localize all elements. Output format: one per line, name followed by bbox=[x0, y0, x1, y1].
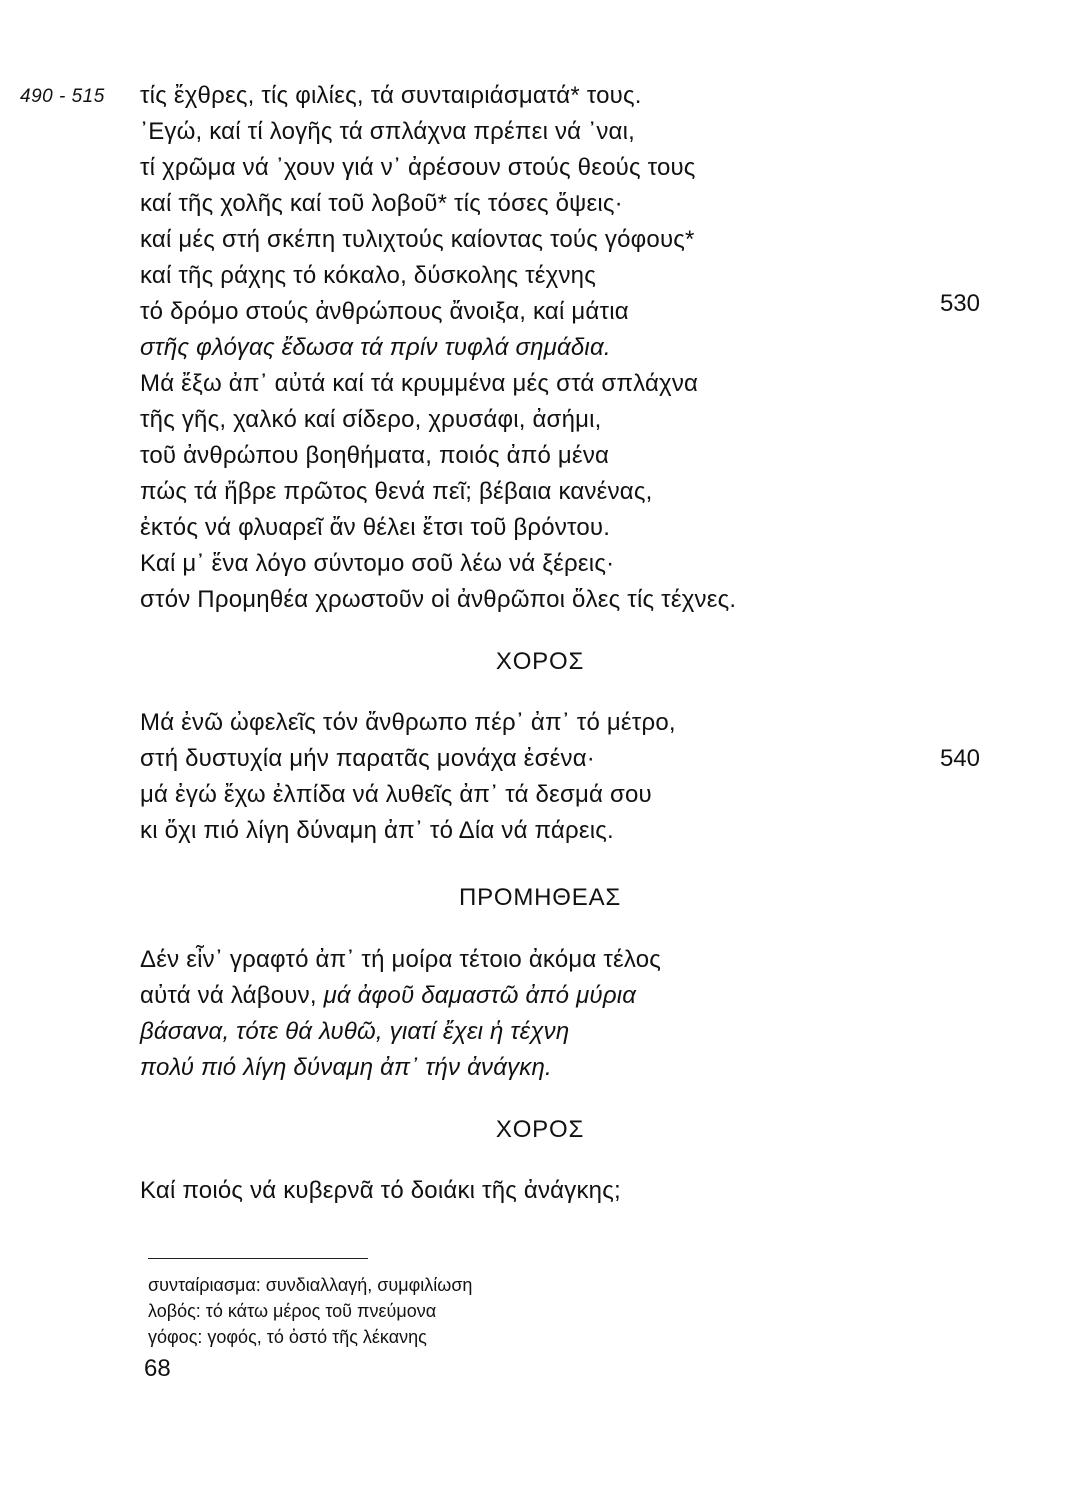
verse-block-4 bbox=[140, 1173, 900, 1209]
verse-line: τοῦ ἀνθρώπου βοηθήματα, ποιός ἀπό μένα bbox=[140, 442, 610, 469]
verse-line: μά ἐγώ ἔχω ἐλπίδα νά λυθεῖς ἀπ᾿ τά δεσμά σου bbox=[140, 781, 652, 808]
verse-line: ᾿Εγώ, καί τί λογῆς τά σπλάχνα πρέπει νά ᾿ναι, bbox=[140, 118, 635, 145]
verse-block-2 bbox=[140, 705, 900, 849]
verse-line: πώς τά ἤβρε πρῶτος θενά πεῖ; βέβαια κανένας, bbox=[140, 478, 653, 505]
verse-line: καί τῆς ράχης τό κόκαλο, δύσκολης τέχνης bbox=[140, 262, 596, 289]
verse-line: Μά ἐνῶ ὠφελεῖς τόν ἄνθρωπο πέρ᾿ ἀπ᾿ τό μέτρο, bbox=[140, 709, 676, 736]
verse-line-italic: στῆς φλόγας ἔδωσα τά πρίν τυφλά σημάδια. bbox=[140, 334, 611, 361]
verse-line: ἐκτός νά φλυαρεῖ ἄν θέλει ἔτσι τοῦ βρόντου. bbox=[140, 514, 611, 541]
verse-block-1 bbox=[140, 78, 900, 618]
speaker-heading-chorus: ΧΟΡΟΣ bbox=[495, 648, 585, 675]
verse-line: τό δρόμο στούς ἀνθρώπους ἄνοιξα, καί μάτια bbox=[140, 298, 629, 325]
verse-line: τίς ἔχθρες, τίς φιλίες, τά συνταιριάσματά* τους. bbox=[140, 82, 642, 109]
line-number-530: 530 bbox=[939, 290, 980, 317]
verse-line: στόν Προμηθέα χρωστοῦν οἱ ἀνθρῶποι ὅλες τίς τέχνες. bbox=[140, 586, 737, 613]
verse-line: καί τῆς χολῆς καί τοῦ λοβοῦ* τίς τόσες ὄψεις· bbox=[140, 190, 623, 217]
line-range-label: 490 - 515 bbox=[20, 86, 105, 107]
verse-line bbox=[140, 942, 900, 978]
verse-text: Δέν εἶν᾿ γραφτό ἀπ᾿ τή μοίρα τέτοιο ἀκόμα τέλος bbox=[140, 946, 662, 973]
verse-block-3 bbox=[140, 942, 900, 1086]
verse-line: τί χρῶμα νά ᾿χουν γιά ν᾿ ἀρέσουν στούς θεούς τους bbox=[140, 154, 696, 181]
verse-text-italic: μά ἀφοῦ δαμαστῶ ἀπό μύρια bbox=[323, 982, 637, 1009]
footnote: συνταίριασμα: συνδιαλλαγή, συμφιλίωση bbox=[148, 1275, 473, 1295]
verse-text-italic: πολύ πιό λίγη δύναμη ἀπ᾿ τήν ἀνάγκη. bbox=[140, 1054, 552, 1081]
speaker-heading-chorus-2: ΧΟΡΟΣ bbox=[495, 1116, 585, 1143]
footnote-rule bbox=[148, 1258, 368, 1259]
footnote: γόφος: γοφός, τό ὀστό τῆς λέκανης bbox=[148, 1327, 427, 1347]
verse-line: τῆς γῆς, χαλκό καί σίδερο, χρυσάφι, ἀσήμι, bbox=[140, 406, 602, 433]
verse-text-italic: βάσανα, τότε θά λυθῶ, γιατί ἔχει ἡ τέχνη bbox=[140, 1018, 570, 1045]
verse-text: αὐτά νά λάβουν, bbox=[140, 982, 324, 1009]
verse-line: Καί μ᾿ ἕνα λόγο σύντομο σοῦ λέω νά ξέρεις· bbox=[140, 550, 615, 577]
page-number: 68 bbox=[144, 1355, 171, 1382]
verse-line: Καί ποιός νά κυβερνᾶ τό δοιάκι τῆς ἀνάγκης; bbox=[140, 1177, 621, 1204]
verse-line: καί μές στή σκέπη τυλιχτούς καίοντας τούς γόφους* bbox=[140, 226, 695, 253]
line-number-540: 540 bbox=[939, 745, 980, 772]
footnote: λοβός: τό κάτω μέρος τοῦ πνεύμονα bbox=[148, 1301, 437, 1321]
verse-line bbox=[140, 1014, 900, 1050]
speaker-heading-prometheus: ΠΡΟΜΗΘΕΑΣ bbox=[458, 884, 622, 911]
verse-line: κι ὄχι πιό λίγη δύναμη ἀπ᾿ τό Δία νά πάρεις. bbox=[140, 817, 614, 844]
verse-line bbox=[140, 1050, 900, 1086]
verse-line: Μά ἔξω ἀπ᾿ αὐτά καί τά κρυμμένα μές στά σπλάχνα bbox=[140, 370, 699, 397]
verse-line: στή δυστυχία μήν παρατᾶς μονάχα ἐσένα· bbox=[140, 745, 595, 772]
verse-line bbox=[140, 978, 900, 1014]
footnotes bbox=[148, 1272, 472, 1350]
